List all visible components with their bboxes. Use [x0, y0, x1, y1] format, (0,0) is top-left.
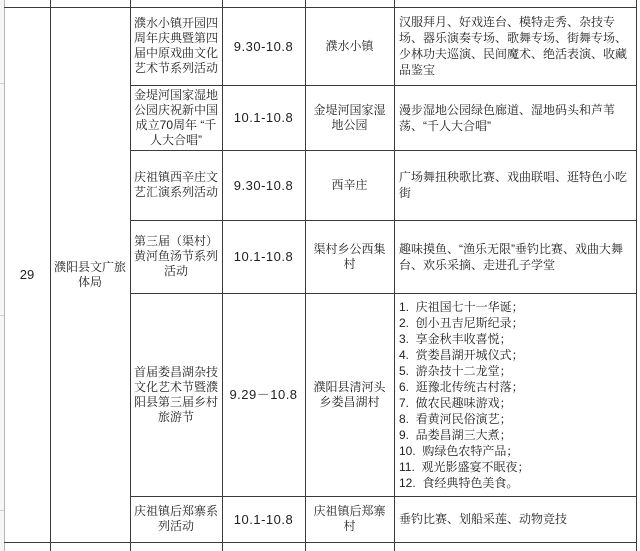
date-cell — [223, 221, 304, 292]
list-item: 11. 观光影盛宴不眠夜； — [399, 459, 530, 474]
activity-name: 庆祖镇后郑寨系列活动 — [134, 504, 219, 533]
date-range: 10.1-10.8 — [233, 249, 294, 264]
list-item: 10. 购绿色农特产品； — [399, 443, 519, 458]
location-cell — [306, 8, 393, 84]
date-range: 9.29－10.8 — [229, 387, 298, 402]
date-cell — [223, 8, 304, 84]
date-cell — [223, 294, 304, 495]
description-cell — [395, 294, 635, 495]
date-range: 10.1-10.8 — [233, 110, 294, 125]
location-cell — [306, 221, 393, 292]
organization-name: 濮阳县文广旅体局 — [54, 259, 127, 289]
description-cell — [395, 221, 635, 292]
location-name: 庆祖镇后郑寨村 — [313, 504, 386, 533]
activity-cell — [131, 86, 221, 149]
table-border-vertical — [636, 0, 637, 551]
list-item: 1. 庆祖国七十一华诞； — [399, 299, 524, 314]
description-cell — [395, 497, 635, 541]
row-number: 29 — [19, 267, 35, 282]
activity-cell — [131, 8, 221, 84]
list-item: 4. 赏娄昌湖开城仪式； — [399, 347, 524, 362]
location-cell — [306, 151, 393, 219]
list-item: 7. 做农民趣味游戏； — [399, 395, 512, 410]
location-name: 西辛庄 — [331, 177, 368, 192]
activity-cell — [131, 497, 221, 541]
activity-cell — [131, 151, 221, 219]
activity-cell — [131, 221, 221, 292]
list-item: 9. 品娄昌湖三大煮； — [399, 427, 512, 442]
location-name: 渠村乡公西集村 — [313, 241, 386, 271]
activity-name: 金堤河国家湿地公园庆祝新中国成立70周年 “千人大合唱” — [134, 87, 219, 147]
description-text: 汉服拜月、好戏连台、模特走秀、杂技专场、器乐演奏专场、歌舞专场、街舞专场、少林功夫巡演、民间魔术、绝活表演、收藏品鉴宝 — [399, 15, 628, 77]
list-item: 12. 食经典特色美食。 — [399, 475, 519, 490]
table-border-horizontal — [4, 542, 637, 543]
description-text: 广场舞扭秧歌比赛、戏曲联唱、逛特色小吃街 — [399, 170, 628, 200]
row-number-cell — [5, 8, 49, 541]
description-text: 垂钓比赛、划船采莲、动物竞技 — [399, 512, 568, 526]
description-cell — [395, 8, 635, 84]
description-cell — [395, 86, 635, 149]
description-text: 漫步湿地公园绿色廊道、湿地码头和芦苇荡、“千人大合唱” — [399, 102, 616, 133]
location-name: 濮水小镇 — [325, 38, 374, 53]
date-range: 9.30-10.8 — [233, 177, 294, 193]
activity-name: 濮水小镇开园四周年庆典暨第四届中原戏曲文化艺术节系列活动 — [134, 16, 219, 75]
location-cell — [306, 86, 393, 149]
activity-name: 第三届（渠村）黄河鱼汤节系列活动 — [134, 234, 219, 278]
location-cell — [306, 294, 393, 495]
date-range: 9.30-10.8 — [233, 38, 294, 54]
date-range: 10.1-10.8 — [233, 511, 294, 527]
festival-activity-list — [399, 299, 631, 491]
list-item: 6. 逛豫北传统古村落； — [399, 379, 524, 394]
organization-cell — [51, 8, 129, 541]
activity-cell — [131, 294, 221, 495]
description-cell — [395, 151, 635, 219]
activity-name: 庆祖镇西辛庄文艺汇演系列活动 — [134, 170, 219, 199]
date-cell — [223, 497, 304, 541]
location-name: 濮阳县清河头乡娄昌湖村 — [313, 379, 386, 409]
location-name: 金堤河国家湿地公园 — [313, 102, 386, 132]
description-text: 趣味摸鱼、“渔乐无限”垂钓比赛、戏曲大舞台、欢乐采摘、走进孔子学堂 — [399, 241, 623, 272]
location-cell — [306, 497, 393, 541]
date-cell — [223, 151, 304, 219]
date-cell — [223, 86, 304, 149]
list-item: 5. 游杂技十二龙堂； — [399, 363, 512, 378]
list-item: 2. 创小丑吉尼斯纪录； — [399, 315, 524, 330]
list-item: 3. 享金秋丰收喜悦； — [399, 331, 512, 346]
list-item: 8. 看黄河民俗演艺； — [399, 411, 512, 426]
activity-name: 首届娄昌湖杂技文化艺术节暨濮阳县第三届乡村旅游节 — [134, 364, 219, 424]
